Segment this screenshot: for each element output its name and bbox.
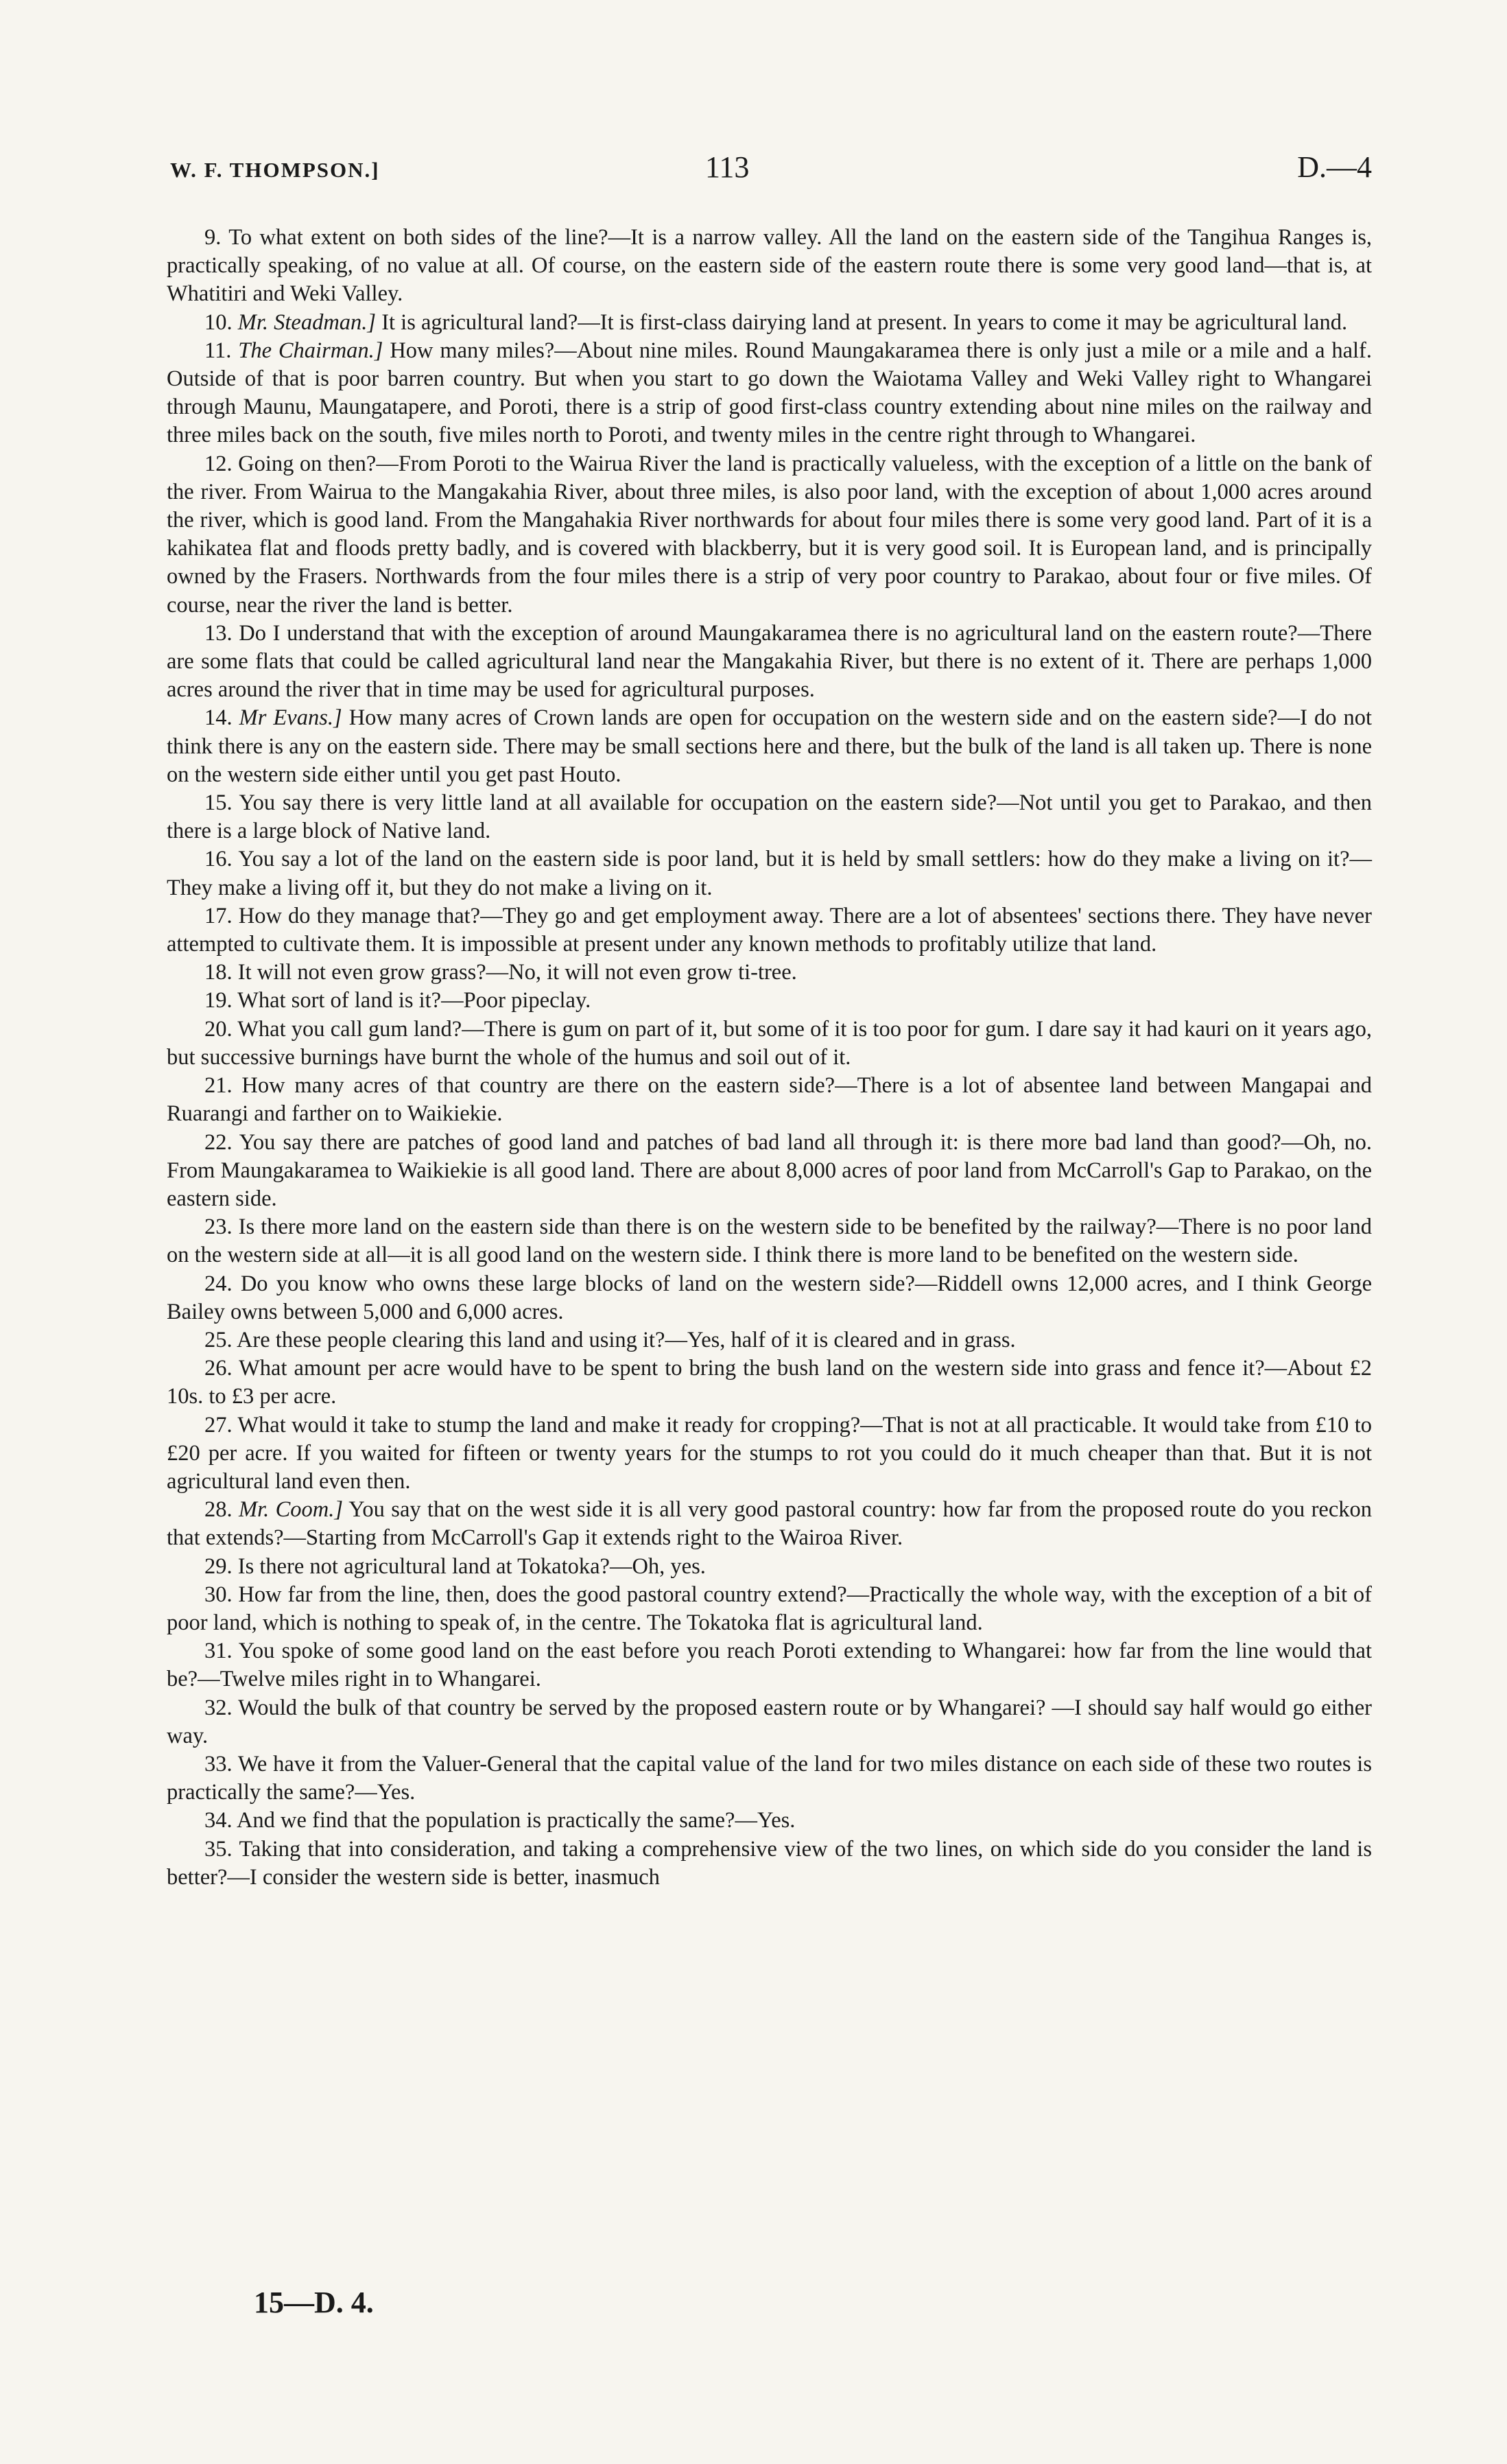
- testimony-paragraph: [167, 845, 1372, 902]
- speaker-name: Mr. Steadman.]: [237, 309, 377, 335]
- paragraph-text: 33. We have it from the Valuer-General that the capital value of the land for two miles distance on each side of these two routes is practically the same?—Yes.: [167, 1751, 1372, 1805]
- testimony-paragraph: [167, 987, 1372, 1015]
- testimony-paragraph: [167, 450, 1372, 620]
- paragraph-text: 22. You say there are patches of good land and patches of bad land all through it: is there more bad land than good?—Oh, no. From Maungakaramea to Waikiekie is all good land. There are about 8,000 acres of poor land from McCarroll's Gap to Parakao, on the eastern side.: [167, 1129, 1372, 1211]
- testimony-paragraph: [167, 1807, 1372, 1835]
- testimony-paragraph: [167, 309, 1372, 337]
- testimony-paragraph: [167, 1072, 1372, 1128]
- question-number: 14.: [204, 705, 233, 731]
- testimony-paragraph: [167, 1637, 1372, 1693]
- document-reference: D.—4: [1297, 150, 1372, 184]
- testimony-paragraph: [167, 1411, 1372, 1497]
- question-number: 10.: [204, 309, 233, 335]
- paragraph-text: 35. Taking that into consideration, and taking a comprehensive view of the two lines, on which side do you consider the land is better?—I consider the western side is better, inasmuch: [167, 1836, 1372, 1890]
- paragraph-text: 26. What amount per acre would have to be spent to bring the bush land on the western side into grass and fence it?—About £2 10s. to £3 per acre.: [167, 1356, 1372, 1409]
- paragraph-text: 15. You say there is very little land at all available for occupation on the eastern side?—Not until you get to Parakao, and then there is a large block of Native land.: [167, 790, 1372, 844]
- paragraph-text: 9. To what extent on both sides of the line?—It is a narrow valley. All the land on the eastern side of the Tangihua Ranges is, practically speaking, of no value at all. Of course, on the eastern side of the eastern route there is some very good land—that is, at Whatitiri and Weki Valley.: [167, 225, 1372, 307]
- speaker-name: The Chairman.]: [238, 338, 383, 363]
- paragraph-text: 32. Would the bulk of that country be served by the proposed eastern route or by Whangarei? —I should say half would go either way.: [167, 1695, 1372, 1748]
- speaker-name: Mr Evans.]: [239, 705, 342, 731]
- testimony-paragraph: [167, 789, 1372, 845]
- paragraph-text: 24. Do you know who owns these large blocks of land on the western side?—Riddell owns 12,000 acres, and I think George Bailey owns between 5,000 and 6,000 acres.: [167, 1271, 1372, 1324]
- testimony-paragraph: [167, 1129, 1372, 1214]
- paragraph-text: 23. Is there more land on the eastern side than there is on the western side to be benefited by the railway?—There is no poor land on the western side at all—it is all good land on the western side. I think there is more land to be benefited on the western side.: [167, 1215, 1372, 1268]
- testimony-paragraph: [167, 1750, 1372, 1807]
- paragraph-text: 17. How do they manage that?—They go and get employment away. There are a lot of absentees' sections there. They have never attempted to cultivate them. It is impossible at present under any known methods to profitably utilize that land.: [167, 903, 1372, 957]
- testimony-paragraph: [167, 959, 1372, 987]
- testimony-paragraph: [167, 704, 1372, 789]
- paragraph-text: 12. Going on then?—From Poroti to the Wairua River the land is practically valueless, with the exception of a little on the bank of the river. From Wairua to the Mangakahia River, about three miles, is also poor land, with the exception of about 1,000 acres around the river, which is good land. From the Mangahakia River northwards for about four miles there is some very good land. Part of it is a kahikatea flat and floods pretty badly, and is covered with blackberry, but it is very good soil. It is European land, and is principally owned by the Frasers. Northwards from the four miles there is a strip of very poor country to Parakao, about four or five miles. Of course, near the river the land is better.: [167, 451, 1372, 618]
- question-number: 11.: [204, 338, 232, 363]
- paragraph-text: 25. Are these people clearing this land and using it?—Yes, half of it is cleared and in grass.: [204, 1327, 1016, 1352]
- paragraph-text: 34. And we find that the population is practically the same?—Yes.: [204, 1808, 796, 1833]
- testimony-paragraph: [167, 1270, 1372, 1326]
- testimony-paragraph: [167, 1016, 1372, 1072]
- testimony-paragraph: [167, 1835, 1372, 1892]
- paragraph-text: 20. What you call gum land?—There is gum on part of it, but some of it is too poor for gum. I dare say it had kauri on it years ago, but successive burnings have burnt the whole of the humus and soil out of it.: [167, 1016, 1372, 1070]
- paragraph-text: 19. What sort of land is it?—Poor pipeclay.: [204, 988, 591, 1013]
- paragraph-text: 29. Is there not agricultural land at Tokatoka?—Oh, yes.: [204, 1553, 706, 1579]
- paragraph-text: How many miles?—About nine miles. Round Maungakaramea there is only just a mile or a mile and a half. Outside of that is poor barren country. But when you start to go down the Waiotama Valley and Weki Valley right to Whangarei through Maunu, Maungatapere, and Poroti, there is a strip of good first-class country extending about nine miles on the railway and three miles back on the south, five miles north to Poroti, and twenty miles in the centre right through to Whangarei.: [167, 338, 1372, 448]
- testimony-paragraph: [167, 1354, 1372, 1411]
- question-number: 28.: [204, 1497, 233, 1523]
- sheet-signature: 15—D. 4.: [254, 2286, 374, 2319]
- paragraph-text: 13. Do I understand that with the exception of around Maungakaramea there is no agricultural land on the eastern route?—There are some flats that could be called agricultural land near the Mangakahia River, but there is no extent of it. There are perhaps 1,000 acres around the river that in time may be used for agricultural purposes.: [167, 620, 1372, 703]
- paragraph-text: 31. You spoke of some good land on the east before you reach Poroti extending to Whangarei: how far from the line would that be?—Twelve miles right in to Whangarei.: [167, 1639, 1372, 1692]
- testimony-paragraph: [167, 1581, 1372, 1637]
- testimony-body: [167, 224, 1372, 1892]
- testimony-paragraph: [167, 1694, 1372, 1750]
- testimony-paragraph: [167, 1553, 1372, 1581]
- paragraph-text: You say that on the west side it is all very good pastoral country: how far from the proposed route do you reckon that extends?—Starting from McCarroll's Gap it extends right to the Wairoa River.: [167, 1497, 1373, 1551]
- testimony-paragraph: [167, 620, 1372, 705]
- testimony-paragraph: [167, 1496, 1372, 1552]
- paragraph-text: 27. What would it take to stump the land and make it ready for cropping?—That is not at all practicable. It would take from £10 to £20 per acre. If you waited for fifteen or twenty years for the stumps to rot you could do it much cheaper than that. But it is not agricultural land even then.: [167, 1412, 1372, 1494]
- paragraph-text: 30. How far from the line, then, does the good pastoral country extend?—Practically the whole way, with the exception of a bit of poor land, which is nothing to speak of, in the centre. The Tokatoka flat is agricultural land.: [167, 1582, 1372, 1635]
- testimony-paragraph: [167, 337, 1372, 450]
- testimony-paragraph: [167, 224, 1372, 309]
- testimony-paragraph: [167, 902, 1372, 959]
- witness-name: W. F. THOMPSON.]: [170, 158, 380, 182]
- paragraph-text: 21. How many acres of that country are there on the eastern side?—There is a lot of absentee land between Mangapai and Ruarangi and farther on to Waikiekie.: [167, 1073, 1372, 1127]
- paragraph-text: It is agricultural land?—It is first-class dairying land at present. In years to come it may be agricultural land.: [381, 309, 1348, 335]
- paragraph-text: 16. You say a lot of the land on the eastern side is poor land, but it is held by small settlers: how do they make a living on it?—They make a living off it, but they do not make a living on it.: [167, 847, 1372, 900]
- testimony-paragraph: [167, 1213, 1372, 1269]
- speaker-name: Mr. Coom.]: [239, 1497, 344, 1523]
- page-header: [170, 150, 1372, 198]
- testimony-paragraph: [167, 1326, 1372, 1354]
- paragraph-text: 18. It will not even grow grass?—No, it will not even grow ti-tree.: [204, 960, 797, 985]
- page-number: 113: [705, 150, 750, 184]
- paragraph-text: How many acres of Crown lands are open for occupation on the western side and on the eastern side?—I do not think there is any on the eastern side. There may be small sections here and there, but the bulk of the land is all taken up. There is none on the western side either until you get past Houto.: [167, 705, 1373, 787]
